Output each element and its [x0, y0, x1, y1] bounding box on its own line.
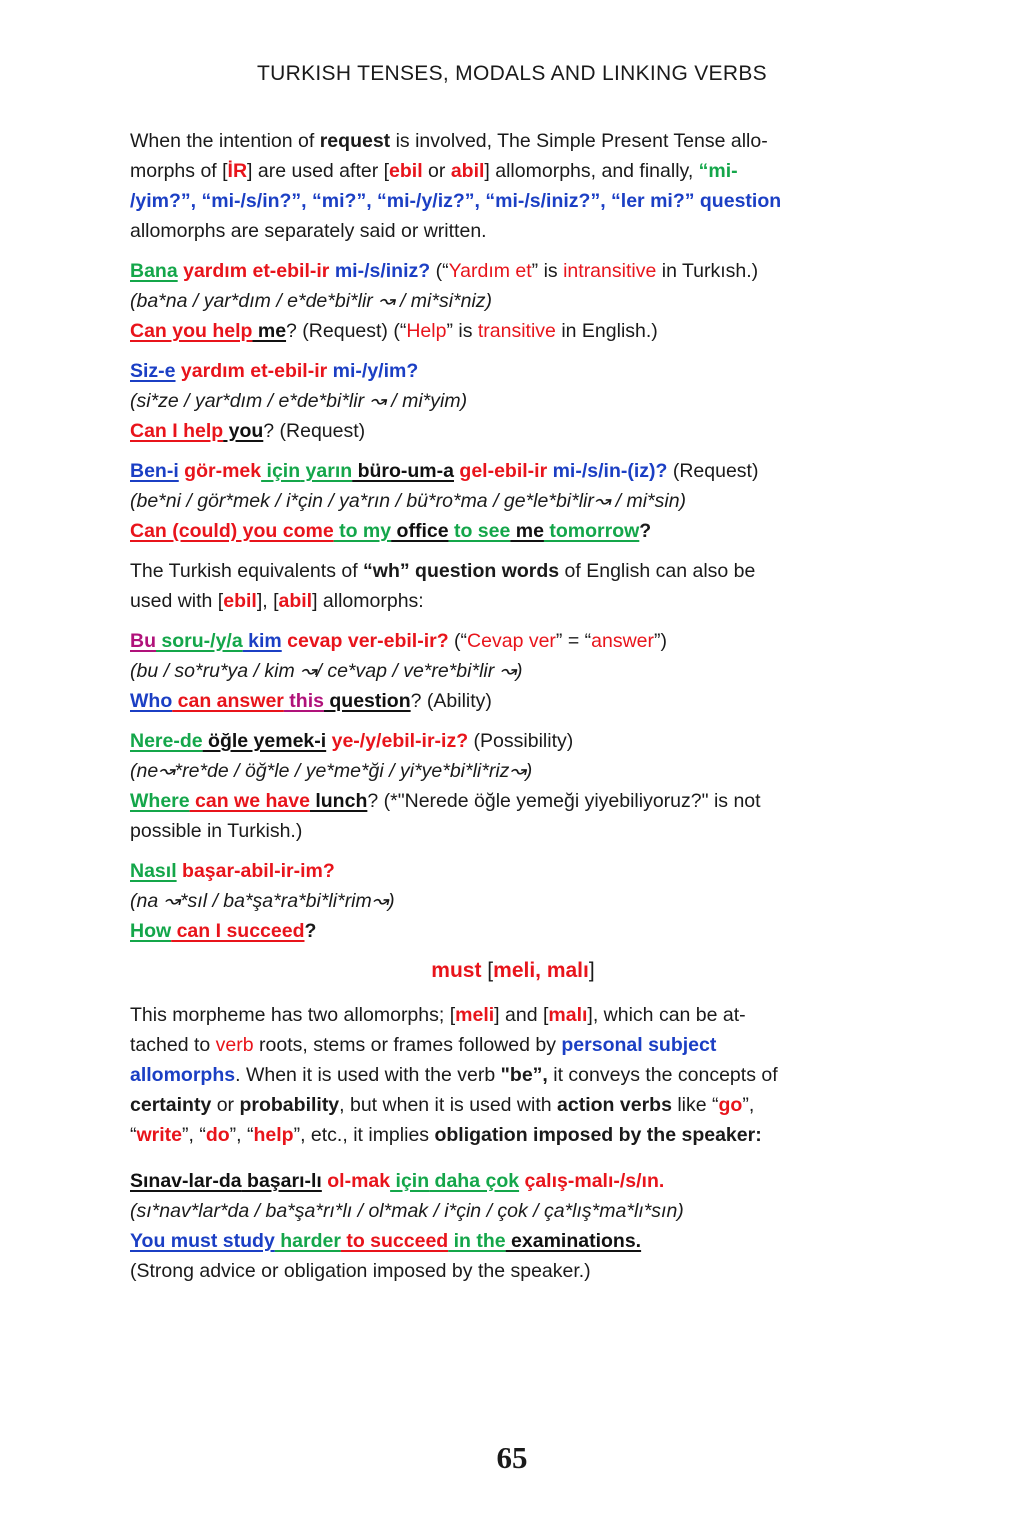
- example-5: [130, 726, 896, 846]
- text: "be”,: [500, 1064, 548, 1086]
- text: Cevap ver: [467, 630, 556, 652]
- word: harder: [274, 1230, 341, 1252]
- text: like “: [671, 1094, 719, 1116]
- text: ?: [639, 520, 652, 542]
- page-number: 65: [496, 1440, 528, 1475]
- text: used with [: [130, 590, 224, 612]
- word: can I succeed: [171, 920, 305, 942]
- word: Where: [130, 790, 190, 812]
- word: Who: [130, 690, 173, 712]
- word: in the: [448, 1230, 506, 1252]
- text: The Turkish equivalents of: [130, 560, 364, 582]
- text: possible in Turkish.): [130, 820, 303, 842]
- text: must: [431, 959, 482, 982]
- text: (Strong advice or obligation imposed by the speaker.): [130, 1260, 591, 1282]
- text: morphs of [: [130, 160, 228, 182]
- text: go: [718, 1094, 743, 1116]
- text: verb: [215, 1034, 254, 1056]
- text: roots, stems or frames followed by: [253, 1034, 562, 1056]
- word: lunch: [309, 790, 368, 812]
- text: ? (*"Nerede öğle yemeği yiyebiliyoruz?" is not: [367, 790, 761, 812]
- text: ]: [588, 959, 595, 982]
- word: gel-ebil-ir: [453, 460, 548, 482]
- text: allomorphs are separately said or written.: [130, 220, 487, 242]
- pronunciation: (na ↝*sıl / ba*şa*ra*bi*li*rim↝): [130, 890, 395, 912]
- word: kim: [242, 630, 282, 652]
- text: answer: [591, 630, 655, 652]
- text: ”, “: [229, 1124, 254, 1146]
- text: (“: [448, 630, 468, 652]
- text: ” is: [446, 320, 478, 342]
- word: için: [261, 460, 301, 482]
- text: personal subject: [561, 1034, 717, 1056]
- word: me: [510, 520, 544, 542]
- word: Sınav-lar-da: [130, 1170, 242, 1192]
- text: malı: [548, 1004, 588, 1026]
- text: . When it is used with the verb: [235, 1064, 501, 1086]
- text: , but when it is used with: [339, 1094, 558, 1116]
- morpheme-mi: “mi-: [698, 160, 738, 182]
- word: Can (could) you come: [130, 520, 334, 542]
- text: ], [: [256, 590, 279, 612]
- text: ”,: [742, 1094, 755, 1116]
- word: başar-abil-ir-im?: [176, 860, 335, 882]
- must-paragraph: [130, 1000, 896, 1150]
- word: How: [130, 920, 172, 942]
- pronunciation: (bu / so*ru*ya / kim ↝/ ce*vap / ve*re*bi*lir ↝): [130, 660, 523, 682]
- example-4: [130, 626, 896, 716]
- word: tomorrow: [543, 520, 640, 542]
- word: yardım et-ebil-ir: [177, 260, 330, 282]
- text: ], which can be at-: [587, 1004, 746, 1026]
- word: Nere-de: [130, 730, 203, 752]
- word: Ben-i: [130, 460, 179, 482]
- word: Nasıl: [130, 860, 177, 882]
- word: to my: [333, 520, 392, 542]
- word: to see: [448, 520, 511, 542]
- word: me: [252, 320, 287, 342]
- word: can we have: [189, 790, 310, 812]
- text: ebil: [223, 590, 257, 612]
- word: yarın: [300, 460, 353, 482]
- word: çalış-malı-/s/ın.: [519, 1170, 665, 1192]
- text: or: [422, 160, 451, 182]
- word: examinations.: [505, 1230, 642, 1252]
- text: [: [481, 959, 494, 982]
- word: mi-/s/iniz?: [329, 260, 431, 282]
- word: question: [323, 690, 411, 712]
- word: öğle yemek-i: [202, 730, 327, 752]
- text: of English can also be: [559, 560, 756, 582]
- text: write: [136, 1124, 183, 1146]
- text: allomorphs: [130, 1064, 236, 1086]
- word: ye-/y/ebil-ir-iz?: [326, 730, 469, 752]
- text: in English.): [555, 320, 658, 342]
- text: transitive: [477, 320, 556, 342]
- text: ? (Ability): [410, 690, 492, 712]
- word: daha çok: [429, 1170, 520, 1192]
- example-2: [130, 356, 896, 446]
- example-3: [130, 456, 896, 546]
- text: “: [130, 1124, 137, 1146]
- word: mi-/s/in-(iz)?: [547, 460, 668, 482]
- text: ? (Request) (“: [286, 320, 407, 342]
- text: ] allomorphs:: [312, 590, 424, 612]
- pronunciation: (si*ze / yar*dım / e*de*bi*lir ↝ / mi*yim): [130, 390, 468, 412]
- text: do: [205, 1124, 230, 1146]
- text: Yardım et: [448, 260, 532, 282]
- pronunciation: (sı*nav*lar*da / ba*şa*rı*lı / ol*mak / i*çin / çok / ça*lış*ma*lı*sın): [130, 1200, 684, 1222]
- word: You must study: [130, 1230, 275, 1252]
- word: mi-/y/im?: [327, 360, 419, 382]
- word: Can you help: [130, 320, 253, 342]
- text: ] are used after [: [247, 160, 390, 182]
- morpheme-abil: abil: [450, 160, 485, 182]
- text: meli: [455, 1004, 495, 1026]
- text: ”, etc., it implies: [293, 1124, 435, 1146]
- morpheme-ir: İR: [227, 160, 248, 182]
- word: cevap ver-ebil-ir?: [281, 630, 449, 652]
- text: intransitive: [563, 260, 657, 282]
- word: soru-/y/a: [156, 630, 243, 652]
- text: (Possibility): [468, 730, 574, 752]
- text: ”, “: [182, 1124, 206, 1146]
- word: can answer: [172, 690, 284, 712]
- word: you: [223, 420, 264, 442]
- text: ” = “: [555, 630, 592, 652]
- section-heading: [130, 956, 896, 986]
- text: This morpheme has two allomorphs; [: [130, 1004, 456, 1026]
- word: Bana: [130, 260, 178, 282]
- text: or: [211, 1094, 240, 1116]
- page-content: [130, 126, 896, 1296]
- text: ] and [: [494, 1004, 549, 1026]
- word: this: [283, 690, 324, 712]
- text: probability: [239, 1094, 340, 1116]
- word: office: [391, 520, 449, 542]
- word: yardım et-ebil-ir: [175, 360, 328, 382]
- question-allomorphs: /yim?”, “mi-/s/in?”, “mi?”, “mi-/y/iz?”, “mi-/s/iniz?”, “ler mi?” question: [130, 190, 782, 212]
- text: action verbs: [557, 1094, 672, 1116]
- text: ” is: [531, 260, 564, 282]
- text: help: [253, 1124, 294, 1146]
- text: obligation imposed by the speaker:: [434, 1124, 762, 1146]
- word: to succeed: [340, 1230, 449, 1252]
- text: ? (Request): [263, 420, 366, 442]
- text: certainty: [130, 1094, 212, 1116]
- word: gör-mek: [178, 460, 262, 482]
- text: tached to: [130, 1034, 216, 1056]
- example-6: [130, 856, 896, 946]
- word: ol-mak: [321, 1170, 391, 1192]
- word: Can I help: [130, 420, 224, 442]
- text: it conveys the concepts of: [547, 1064, 778, 1086]
- page-header: TURKISH TENSES, MODALS AND LINKING VERBS: [257, 62, 767, 85]
- text: ”): [654, 630, 668, 652]
- text: (“: [430, 260, 449, 282]
- text: (Request): [667, 460, 759, 482]
- text: in Turkısh.): [656, 260, 759, 282]
- word: başarı-lı: [241, 1170, 322, 1192]
- text: meli, malı: [493, 959, 589, 982]
- text-bold: “wh” question words: [363, 560, 560, 582]
- wh-paragraph: [130, 556, 896, 616]
- pronunciation: (ne↝*re*de / öğ*le / ye*me*ği / yi*ye*bi*li*riz↝): [130, 760, 533, 782]
- text: ] allomorphs, and finally,: [484, 160, 699, 182]
- word: için: [390, 1170, 430, 1192]
- pronunciation: (be*ni / gör*mek / i*çin / ya*rın / bü*ro*ma / ge*le*bi*lir↝ / mi*sin): [130, 490, 687, 512]
- word: Bu: [130, 630, 156, 652]
- text: is involved, The Simple Present Tense allo-: [390, 130, 768, 152]
- text: Help: [406, 320, 447, 342]
- example-1: [130, 256, 896, 346]
- pronunciation: (ba*na / yar*dım / e*de*bi*lir ↝ / mi*si*niz): [130, 290, 493, 312]
- text-bold: request: [319, 130, 391, 152]
- intro-paragraph: [130, 126, 896, 246]
- word: Siz-e: [130, 360, 176, 382]
- example-7: [130, 1166, 896, 1286]
- word: büro-um-a: [352, 460, 454, 482]
- text: When the intention of: [130, 130, 320, 152]
- text: ?: [304, 920, 317, 942]
- morpheme-ebil: ebil: [389, 160, 423, 182]
- text: abil: [278, 590, 313, 612]
